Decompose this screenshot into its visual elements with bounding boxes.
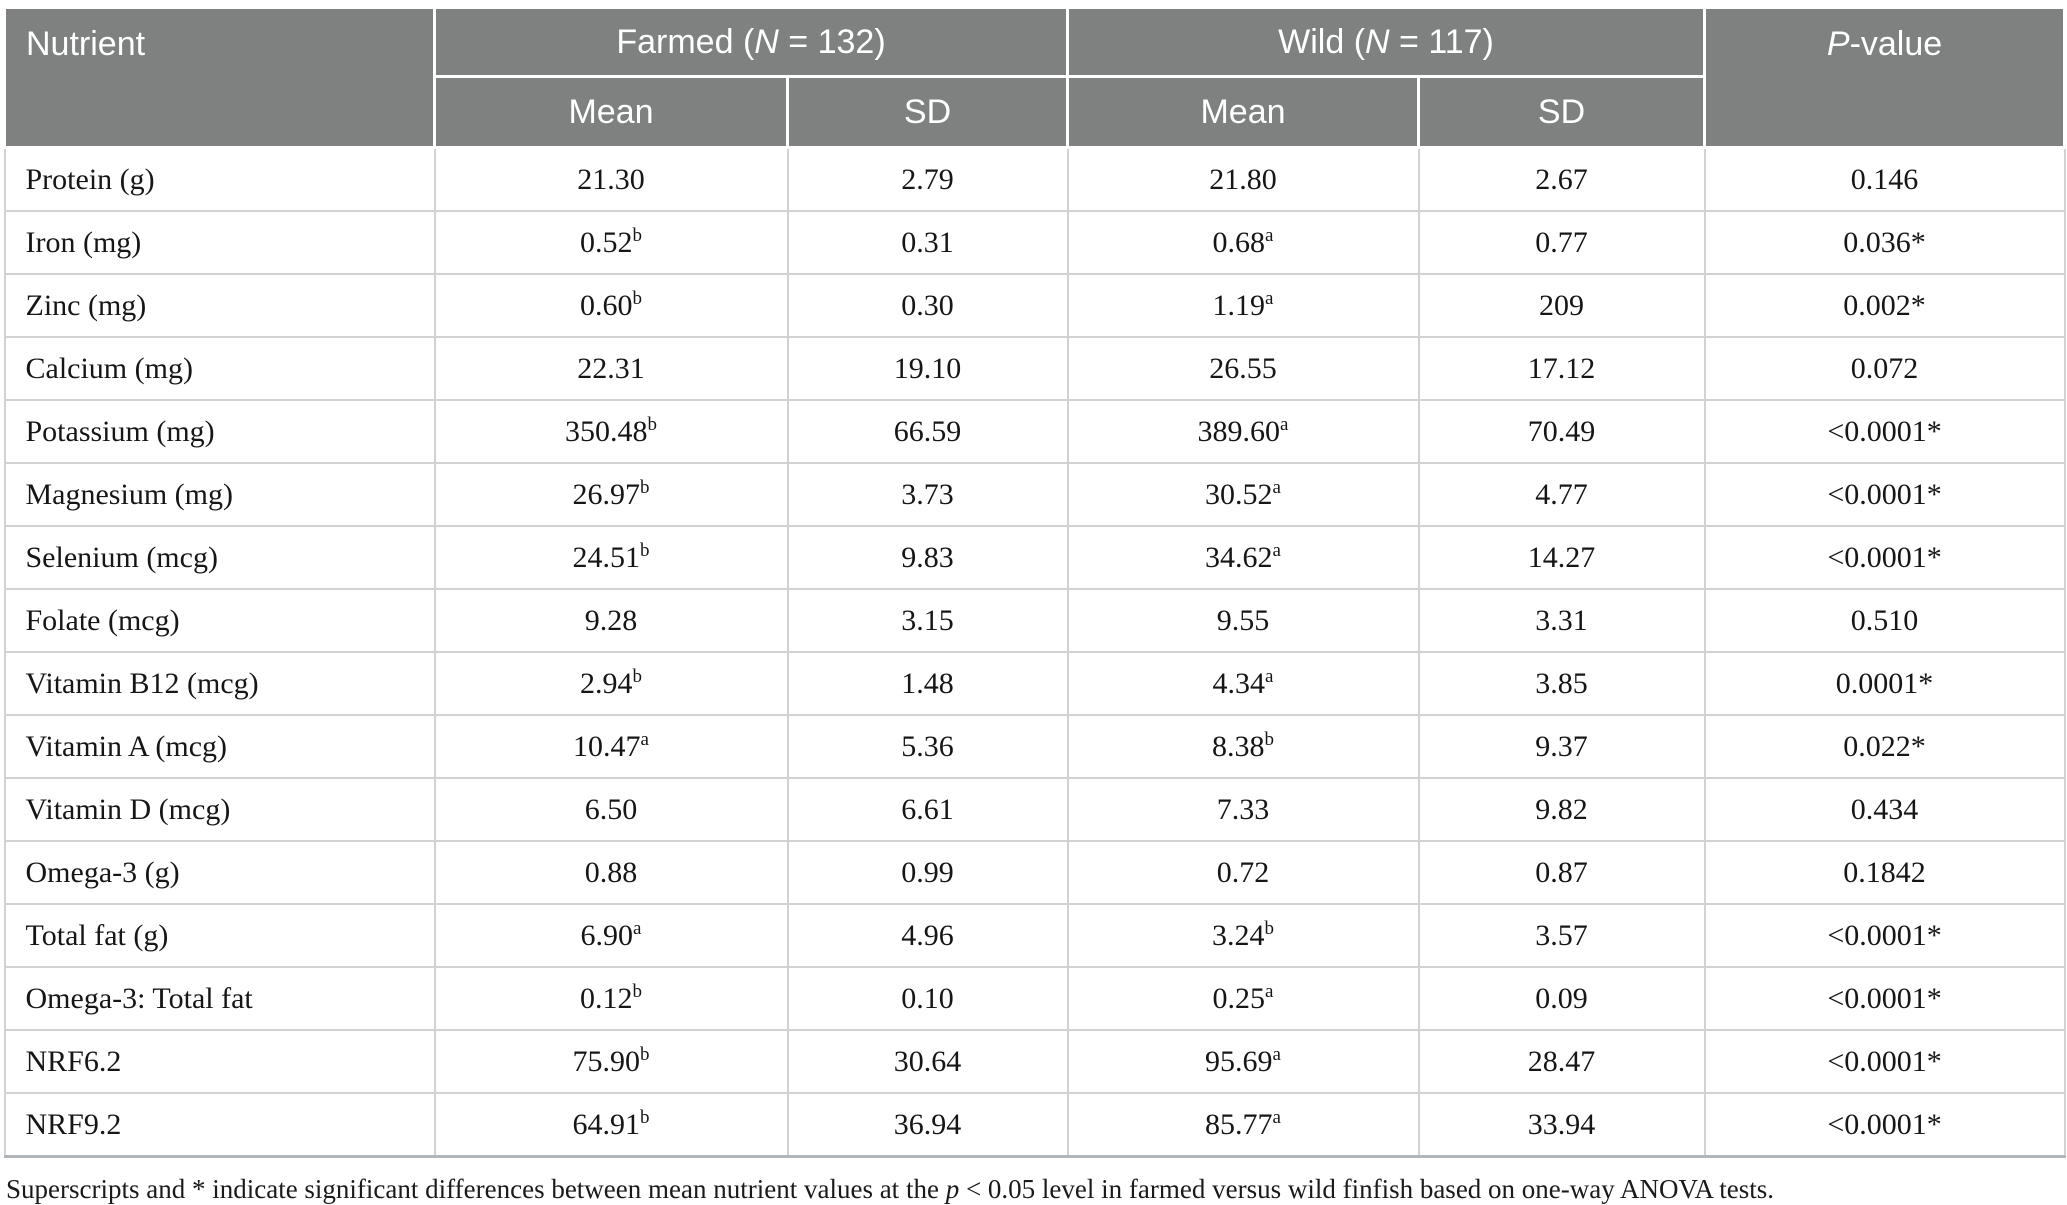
header-p-value: [1705, 8, 2065, 148]
table-row-iron: [5, 211, 2065, 274]
table-row-folate: [5, 589, 2065, 652]
wild-mean-cell: [1068, 463, 1419, 526]
nutrient-label: Vitamin B12 (mcg): [5, 652, 435, 715]
nutrient-label: Vitamin D (mcg): [5, 778, 435, 841]
p-value-cell: <0.0001*: [1705, 967, 2065, 1030]
wild-sd-cell: 17.12: [1419, 337, 1705, 400]
p-value-cell: 0.510: [1705, 589, 2065, 652]
value: 30.52: [1205, 477, 1273, 511]
p-value-cell: 0.434: [1705, 778, 2065, 841]
value: 24.51: [572, 540, 640, 574]
superscript: a: [633, 917, 642, 939]
farmed-mean-cell: [435, 526, 788, 589]
nutrient-label: Total fat (g): [5, 904, 435, 967]
nutrient-label: Zinc (mg): [5, 274, 435, 337]
nutrient-label: Iron (mg): [5, 211, 435, 274]
wild-sd-cell: 3.85: [1419, 652, 1705, 715]
p-value-label: -value: [1849, 25, 1943, 63]
superscript: a: [1265, 665, 1274, 687]
farmed-sd-cell: 6.61: [788, 778, 1068, 841]
value: 0.68: [1212, 225, 1266, 259]
wild-sd-cell: 14.27: [1419, 526, 1705, 589]
superscript: b: [632, 224, 642, 246]
value: 7.33: [1216, 792, 1270, 826]
value: 10.47: [573, 729, 641, 763]
wild-mean-cell: [1068, 1030, 1419, 1093]
farmed-sd-cell: 0.30: [788, 274, 1068, 337]
value: 0.88: [584, 855, 638, 889]
wild-sd-cell: 0.77: [1419, 211, 1705, 274]
table-row-nrf92: [5, 1093, 2065, 1157]
nutrient-label: Protein (g): [5, 148, 435, 212]
wild-sd-cell: 0.87: [1419, 841, 1705, 904]
p-value-cell: <0.0001*: [1705, 1093, 2065, 1157]
farmed-mean-cell: [435, 904, 788, 967]
table-row-omega-3: [5, 841, 2065, 904]
farmed-mean-cell: [435, 778, 788, 841]
p-value-cell: 0.072: [1705, 337, 2065, 400]
p-value-cell: <0.0001*: [1705, 904, 2065, 967]
superscript: a: [1280, 413, 1289, 435]
wild-mean-cell: [1068, 589, 1419, 652]
table-row-protein: [5, 148, 2065, 212]
wild-mean-cell: [1068, 400, 1419, 463]
value: 9.28: [584, 603, 638, 637]
wild-sd-cell: 3.31: [1419, 589, 1705, 652]
farmed-mean-cell: [435, 652, 788, 715]
farmed-mean-cell: [435, 1093, 788, 1157]
value: 21.30: [577, 162, 645, 196]
nutrient-comparison-table: [3, 6, 2066, 1158]
superscript: a: [1265, 980, 1274, 1002]
footnote-p-symbol: p: [945, 1174, 960, 1204]
wild-mean-cell: [1068, 211, 1419, 274]
wild-mean-cell: [1068, 274, 1419, 337]
value: 95.69: [1205, 1044, 1273, 1078]
nutrient-label: Calcium (mg): [5, 337, 435, 400]
farmed-mean-cell: [435, 274, 788, 337]
header-farmed-sd: SD: [788, 77, 1068, 148]
farmed-sd-cell: 4.96: [788, 904, 1068, 967]
superscript: b: [1264, 917, 1275, 939]
value: 6.90: [580, 918, 634, 952]
value: 1.19: [1212, 288, 1266, 322]
superscript: b: [632, 665, 642, 687]
superscript: a: [1265, 224, 1274, 246]
nutrient-label: NRF9.2: [5, 1093, 435, 1157]
p-value-cell: 0.002*: [1705, 274, 2065, 337]
value: 26.97: [572, 477, 640, 511]
farmed-sd-cell: 3.15: [788, 589, 1068, 652]
wild-mean-cell: [1068, 1093, 1419, 1157]
farmed-sd-cell: 5.36: [788, 715, 1068, 778]
p-value-cell: <0.0001*: [1705, 1030, 2065, 1093]
wild-mean-cell: [1068, 841, 1419, 904]
farmed-label-end: = 132): [778, 22, 886, 61]
farmed-label: Farmed (: [616, 22, 755, 61]
wild-sd-cell: 33.94: [1419, 1093, 1705, 1157]
farmed-sd-cell: 0.10: [788, 967, 1068, 1030]
p-value-cell: <0.0001*: [1705, 400, 2065, 463]
wild-n-symbol: N: [1365, 22, 1390, 61]
nutrient-label: Folate (mcg): [5, 589, 435, 652]
superscript: a: [1272, 1106, 1281, 1128]
value: 22.31: [577, 351, 645, 385]
farmed-sd-cell: 36.94: [788, 1093, 1068, 1157]
wild-mean-cell: [1068, 715, 1419, 778]
wild-sd-cell: 9.37: [1419, 715, 1705, 778]
farmed-sd-cell: 66.59: [788, 400, 1068, 463]
p-value-cell: 0.1842: [1705, 841, 2065, 904]
wild-label-end: = 117): [1389, 22, 1494, 61]
header-wild-group: [1068, 8, 1705, 77]
header-farmed-mean: Mean: [435, 77, 788, 148]
p-value-cell: 0.036*: [1705, 211, 2065, 274]
value: 4.34: [1212, 666, 1266, 700]
value: 85.77: [1205, 1107, 1273, 1141]
nutrient-label: Omega-3 (g): [5, 841, 435, 904]
table-row-zinc: [5, 274, 2065, 337]
nutrient-label: Vitamin A (mcg): [5, 715, 435, 778]
wild-label: Wild (: [1278, 22, 1366, 61]
header-row-groups: [5, 8, 2065, 77]
superscript: b: [640, 476, 650, 498]
farmed-sd-cell: 19.10: [788, 337, 1068, 400]
superscript: b: [1264, 728, 1275, 750]
farmed-mean-cell: [435, 148, 788, 212]
superscript: b: [640, 1106, 650, 1128]
superscript: b: [632, 980, 642, 1002]
wild-sd-cell: 209: [1419, 274, 1705, 337]
superscript: b: [640, 1043, 650, 1065]
wild-mean-cell: [1068, 337, 1419, 400]
table-row-vitamin-d: [5, 778, 2065, 841]
wild-mean-cell: [1068, 526, 1419, 589]
farmed-mean-cell: [435, 337, 788, 400]
nutrient-label: Magnesium (mg): [5, 463, 435, 526]
table-body: [5, 148, 2065, 1157]
value: 8.38: [1212, 729, 1265, 763]
value: 350.48: [565, 414, 648, 448]
value: 0.25: [1212, 981, 1266, 1015]
farmed-sd-cell: 1.48: [788, 652, 1068, 715]
superscript: a: [1272, 476, 1281, 498]
farmed-sd-cell: 3.73: [788, 463, 1068, 526]
value: 0.52: [580, 225, 633, 259]
value: 21.80: [1209, 162, 1277, 196]
table-row-omega3-total-fat-ratio: [5, 967, 2065, 1030]
header-nutrient: Nutrient: [5, 8, 435, 148]
value: 26.55: [1209, 351, 1277, 385]
superscript: b: [640, 539, 650, 561]
p-value-cell: <0.0001*: [1705, 526, 2065, 589]
farmed-sd-cell: 30.64: [788, 1030, 1068, 1093]
table-row-calcium: [5, 337, 2065, 400]
superscript: a: [1265, 287, 1274, 309]
farmed-mean-cell: [435, 1030, 788, 1093]
p-value-cell: 0.146: [1705, 148, 2065, 212]
farmed-n-symbol: N: [754, 22, 779, 61]
header-farmed-group: [435, 8, 1068, 77]
p-value-cell: 0.0001*: [1705, 652, 2065, 715]
header-wild-sd: SD: [1419, 77, 1705, 148]
value: 3.24: [1212, 918, 1265, 952]
farmed-sd-cell: 0.99: [788, 841, 1068, 904]
farmed-mean-cell: [435, 211, 788, 274]
farmed-mean-cell: [435, 715, 788, 778]
wild-sd-cell: 2.67: [1419, 148, 1705, 212]
farmed-sd-cell: 2.79: [788, 148, 1068, 212]
nutrient-label: Potassium (mg): [5, 400, 435, 463]
table-row-vitamin-a: [5, 715, 2065, 778]
wild-mean-cell: [1068, 778, 1419, 841]
superscript: b: [647, 413, 657, 435]
value: 2.94: [580, 666, 633, 700]
footnote-text: Superscripts and * indicate significant differences between mean nutrient values at the: [6, 1174, 946, 1204]
wild-mean-cell: [1068, 967, 1419, 1030]
wild-sd-cell: 4.77: [1419, 463, 1705, 526]
farmed-mean-cell: [435, 841, 788, 904]
footnote-text-end: < 0.05 level in farmed versus wild finfish based on one-way ANOVA tests.: [959, 1174, 1775, 1204]
superscript: b: [632, 287, 642, 309]
farmed-mean-cell: [435, 463, 788, 526]
table-row-potassium: [5, 400, 2065, 463]
value: 6.50: [584, 792, 638, 826]
p-value-cell: 0.022*: [1705, 715, 2065, 778]
nutrient-label: Omega-3: Total fat: [5, 967, 435, 1030]
nutrient-label: NRF6.2: [5, 1030, 435, 1093]
farmed-mean-cell: [435, 400, 788, 463]
table-row-total-fat: [5, 904, 2065, 967]
table-row-magnesium: [5, 463, 2065, 526]
value: 0.60: [580, 288, 633, 322]
farmed-sd-cell: 0.31: [788, 211, 1068, 274]
farmed-mean-cell: [435, 967, 788, 1030]
table-footnote: [6, 1174, 2063, 1205]
wild-sd-cell: 3.57: [1419, 904, 1705, 967]
value: 0.72: [1216, 855, 1270, 889]
table-row-selenium: [5, 526, 2065, 589]
table-row-vitamin-b12: [5, 652, 2065, 715]
nutrient-label: Selenium (mcg): [5, 526, 435, 589]
value: 0.12: [580, 981, 633, 1015]
table-row-nrf62: [5, 1030, 2065, 1093]
wild-mean-cell: [1068, 148, 1419, 212]
wild-mean-cell: [1068, 904, 1419, 967]
superscript: a: [640, 728, 649, 750]
farmed-sd-cell: 9.83: [788, 526, 1068, 589]
p-symbol: P: [1826, 25, 1850, 63]
wild-sd-cell: 28.47: [1419, 1030, 1705, 1093]
wild-sd-cell: 9.82: [1419, 778, 1705, 841]
wild-sd-cell: 0.09: [1419, 967, 1705, 1030]
value: 75.90: [572, 1044, 640, 1078]
header-wild-mean: Mean: [1068, 77, 1419, 148]
value: 9.55: [1216, 603, 1270, 637]
p-value-cell: <0.0001*: [1705, 463, 2065, 526]
superscript: a: [1272, 539, 1281, 561]
value: 389.60: [1197, 414, 1281, 448]
table-header: [5, 8, 2065, 148]
value: 34.62: [1205, 540, 1273, 574]
wild-mean-cell: [1068, 652, 1419, 715]
value: 64.91: [572, 1107, 640, 1141]
wild-sd-cell: 70.49: [1419, 400, 1705, 463]
superscript: a: [1272, 1043, 1281, 1065]
farmed-mean-cell: [435, 589, 788, 652]
